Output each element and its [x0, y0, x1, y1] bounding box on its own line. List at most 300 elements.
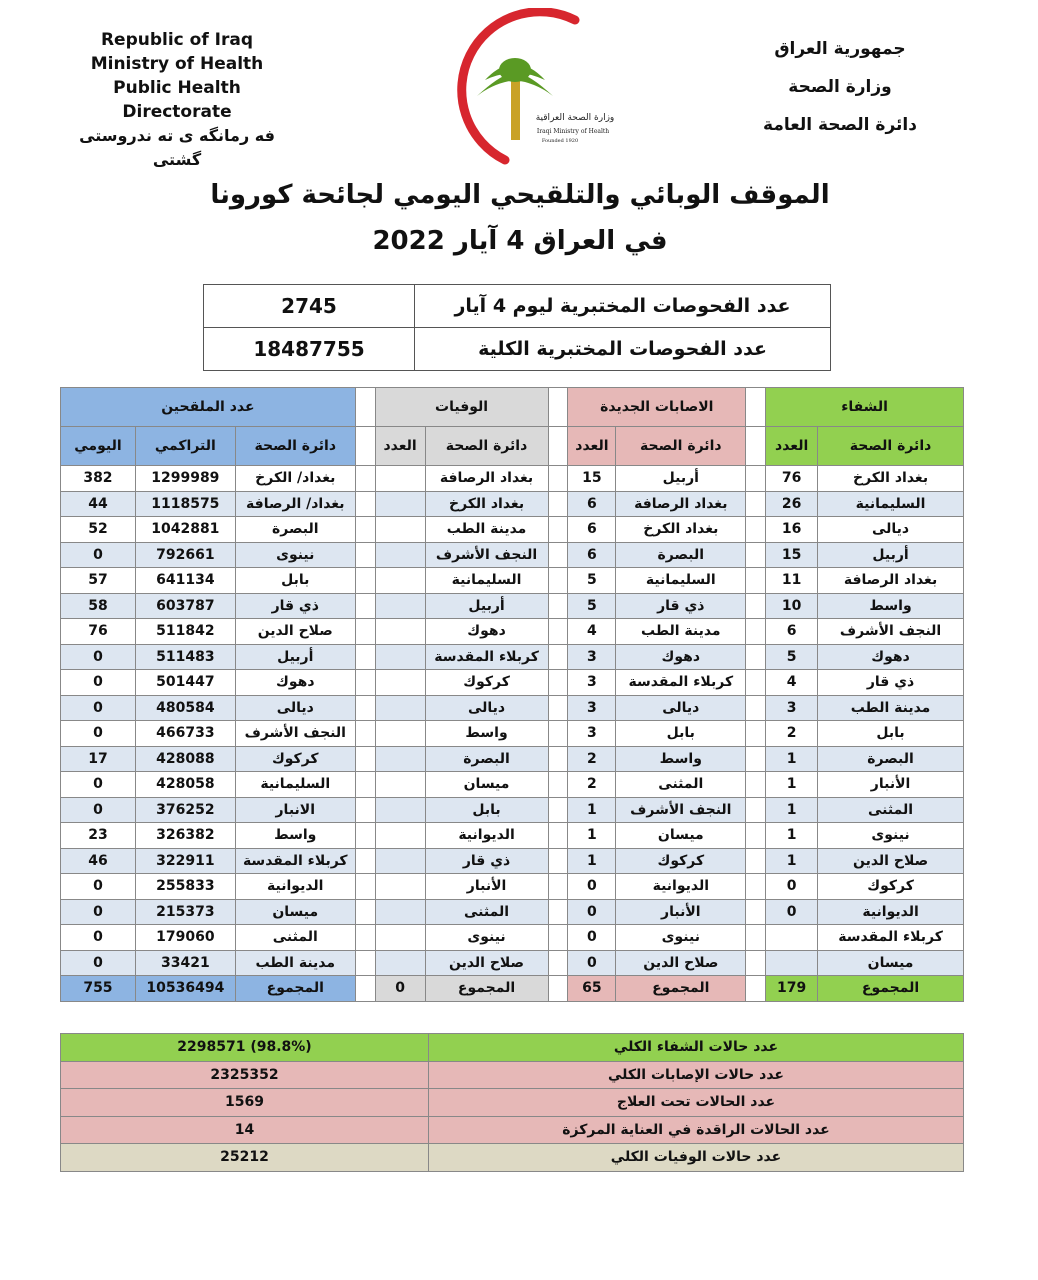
table-row	[61, 670, 964, 696]
deaths-directorate: بابل	[425, 797, 548, 823]
deaths-count	[375, 874, 425, 900]
vaccinated-daily: 52	[61, 517, 136, 543]
vaccinated-directorate: الديوانية	[235, 874, 355, 900]
spacer	[548, 950, 568, 976]
spacer	[355, 976, 375, 1002]
total-vaccinated-cumulative: 10536494	[135, 976, 235, 1002]
spacer	[355, 695, 375, 721]
recovery-directorate: دهوك	[818, 644, 964, 670]
tests-daily-value: 2745	[204, 285, 415, 328]
spacer	[548, 517, 568, 543]
spacer	[355, 772, 375, 798]
new-cases-directorate: أربيل	[616, 466, 746, 492]
spacer	[746, 593, 766, 619]
table-row	[61, 491, 964, 517]
header-ar-line-1: جمهورية العراق	[774, 39, 906, 59]
new-cases-count: 1	[568, 797, 616, 823]
header-ar-line-3: دائرة الصحة العامة	[763, 115, 917, 135]
vaccinated-directorate: بغداد/ الرصافة	[235, 491, 355, 517]
table-row	[61, 797, 964, 823]
new-cases-count: 6	[568, 517, 616, 543]
table-row	[61, 899, 964, 925]
spacer	[548, 644, 568, 670]
section-recovery: الشفاء	[766, 388, 964, 427]
recovery-directorate: كربلاء المقدسة	[818, 925, 964, 951]
vaccinated-directorate: النجف الأشرف	[235, 721, 355, 747]
deaths-count	[375, 644, 425, 670]
table-row	[61, 950, 964, 976]
table-row	[61, 593, 964, 619]
column-header-row	[61, 427, 964, 466]
spacer	[746, 746, 766, 772]
recovery-count: 4	[766, 670, 818, 696]
spacer	[746, 823, 766, 849]
col-deaths-count: العدد	[375, 427, 425, 466]
header-line-2: Ministry of Health	[90, 54, 264, 74]
spacer	[355, 746, 375, 772]
spacer	[548, 619, 568, 645]
spacer	[355, 427, 375, 466]
new-cases-directorate: بغداد الكرخ	[616, 517, 746, 543]
deaths-count	[375, 721, 425, 747]
vaccinated-cumulative: 466733	[135, 721, 235, 747]
spacer	[548, 772, 568, 798]
spacer	[548, 746, 568, 772]
recovery-directorate: الأنبار	[818, 772, 964, 798]
deaths-directorate: البصرة	[425, 746, 548, 772]
deaths-directorate: النجف الأشرف	[425, 542, 548, 568]
vaccinated-daily: 0	[61, 670, 136, 696]
section-new-cases: الاصابات الجديدة	[568, 388, 746, 427]
spacer	[355, 874, 375, 900]
spacer	[548, 797, 568, 823]
spacer	[355, 517, 375, 543]
vaccinated-cumulative: 511842	[135, 619, 235, 645]
spacer	[548, 568, 568, 594]
spacer	[355, 721, 375, 747]
spacer	[548, 542, 568, 568]
table-row	[61, 644, 964, 670]
vaccinated-cumulative: 215373	[135, 899, 235, 925]
total-vaccinated-daily: 755	[61, 976, 136, 1002]
table-row	[61, 823, 964, 849]
vaccinated-directorate: كركوك	[235, 746, 355, 772]
recovery-count: 26	[766, 491, 818, 517]
table-row	[61, 517, 964, 543]
new-cases-directorate: ديالى	[616, 695, 746, 721]
spacer	[746, 670, 766, 696]
header-line-3: Public Health Directorate	[113, 78, 241, 122]
recovery-directorate: بابل	[818, 721, 964, 747]
spacer	[355, 950, 375, 976]
spacer	[548, 823, 568, 849]
new-cases-directorate: ميسان	[616, 823, 746, 849]
vaccinated-daily: 0	[61, 695, 136, 721]
recovery-count	[766, 950, 818, 976]
total-label: المجموع	[616, 976, 746, 1002]
summary-value: 25212	[61, 1144, 429, 1172]
col-deaths-directorate: دائرة الصحة	[425, 427, 548, 466]
vaccinated-directorate: بابل	[235, 568, 355, 594]
total-label: المجموع	[818, 976, 964, 1002]
recovery-directorate: السليمانية	[818, 491, 964, 517]
spacer	[548, 925, 568, 951]
recovery-count: 5	[766, 644, 818, 670]
deaths-count	[375, 899, 425, 925]
vaccinated-daily: 44	[61, 491, 136, 517]
spacer	[548, 491, 568, 517]
recovery-directorate: المثنى	[818, 797, 964, 823]
spacer	[746, 950, 766, 976]
vaccinated-cumulative: 322911	[135, 848, 235, 874]
summary-label: عدد حالات الإصابات الكلي	[429, 1061, 964, 1089]
spacer	[355, 823, 375, 849]
deaths-count	[375, 568, 425, 594]
deaths-directorate: المثنى	[425, 899, 548, 925]
summary-value: 2325352	[61, 1061, 429, 1089]
new-cases-directorate: كربلاء المقدسة	[616, 670, 746, 696]
spacer	[548, 721, 568, 747]
summary-row	[61, 1144, 964, 1172]
header-arabic	[740, 30, 940, 144]
new-cases-directorate: الأنبار	[616, 899, 746, 925]
table-row	[61, 772, 964, 798]
vaccinated-cumulative: 376252	[135, 797, 235, 823]
vaccinated-cumulative: 255833	[135, 874, 235, 900]
spacer	[548, 976, 568, 1002]
vaccinated-directorate: مدينة الطب	[235, 950, 355, 976]
spacer	[746, 695, 766, 721]
header-line-1: Republic of Iraq	[100, 30, 254, 50]
new-cases-count: 1	[568, 848, 616, 874]
tests-daily-label: عدد الفحوصات المختبرية ليوم 4 آيار	[415, 285, 831, 328]
deaths-directorate: دهوك	[425, 619, 548, 645]
deaths-count	[375, 925, 425, 951]
vaccinated-directorate: صلاح الدين	[235, 619, 355, 645]
vaccinated-cumulative: 1299989	[135, 466, 235, 492]
spacer	[746, 427, 766, 466]
deaths-count	[375, 670, 425, 696]
totals-row	[61, 976, 964, 1002]
spacer	[355, 644, 375, 670]
spacer	[746, 848, 766, 874]
table-row	[61, 466, 964, 492]
new-cases-directorate: واسط	[616, 746, 746, 772]
spacer	[746, 899, 766, 925]
deaths-count	[375, 542, 425, 568]
spacer	[548, 593, 568, 619]
spacer	[355, 797, 375, 823]
recovery-directorate: البصرة	[818, 746, 964, 772]
spacer	[746, 388, 766, 427]
vaccinated-daily: 23	[61, 823, 136, 849]
recovery-directorate: مدينة الطب	[818, 695, 964, 721]
deaths-directorate: السليمانية	[425, 568, 548, 594]
deaths-directorate: الأنبار	[425, 874, 548, 900]
daily-situation-table	[60, 387, 964, 1002]
recovery-count: 15	[766, 542, 818, 568]
deaths-directorate: الديوانية	[425, 823, 548, 849]
recovery-directorate: ميسان	[818, 950, 964, 976]
vaccinated-daily: 0	[61, 797, 136, 823]
new-cases-count: 0	[568, 950, 616, 976]
col-rec-count: العدد	[766, 427, 818, 466]
deaths-directorate: واسط	[425, 721, 548, 747]
deaths-directorate: نينوى	[425, 925, 548, 951]
new-cases-directorate: السليمانية	[616, 568, 746, 594]
table-row	[61, 542, 964, 568]
deaths-count	[375, 797, 425, 823]
section-vaccinated: عدد الملقحين	[61, 388, 356, 427]
deaths-count	[375, 950, 425, 976]
vaccinated-directorate: السليمانية	[235, 772, 355, 798]
vaccinated-daily: 0	[61, 772, 136, 798]
title-line-1: الموقف الوبائي والتلقيحي اليومي لجائحة كورونا	[210, 180, 830, 210]
new-cases-count: 2	[568, 746, 616, 772]
deaths-count	[375, 772, 425, 798]
spacer	[548, 427, 568, 466]
tests-total-label: عدد الفحوصات المختبرية الكلية	[415, 328, 831, 371]
vaccinated-directorate: الانبار	[235, 797, 355, 823]
vaccinated-directorate: واسط	[235, 823, 355, 849]
spacer	[746, 542, 766, 568]
tests-total-value: 18487755	[204, 328, 415, 371]
deaths-count	[375, 491, 425, 517]
new-cases-count: 6	[568, 542, 616, 568]
col-rec-directorate: دائرة الصحة	[818, 427, 964, 466]
summary-label: عدد الحالات تحت العلاج	[429, 1089, 964, 1117]
new-cases-directorate: المثنى	[616, 772, 746, 798]
new-cases-directorate: بابل	[616, 721, 746, 747]
new-cases-count: 3	[568, 695, 616, 721]
vaccinated-cumulative: 511483	[135, 644, 235, 670]
deaths-count	[375, 517, 425, 543]
vaccinated-directorate: نينوى	[235, 542, 355, 568]
total-deaths: 0	[375, 976, 425, 1002]
col-new-directorate: دائرة الصحة	[616, 427, 746, 466]
spacer	[548, 670, 568, 696]
recovery-directorate: بغداد الكرخ	[818, 466, 964, 492]
vaccinated-directorate: بغداد/ الكرخ	[235, 466, 355, 492]
new-cases-directorate: صلاح الدين	[616, 950, 746, 976]
vaccinated-cumulative: 428088	[135, 746, 235, 772]
recovery-count: 76	[766, 466, 818, 492]
table-row	[61, 619, 964, 645]
recovery-directorate: أربيل	[818, 542, 964, 568]
recovery-count: 2	[766, 721, 818, 747]
recovery-count: 0	[766, 874, 818, 900]
deaths-count	[375, 593, 425, 619]
header-english	[62, 28, 292, 172]
tests-daily-row	[204, 285, 831, 328]
table-row	[61, 874, 964, 900]
vaccinated-daily: 0	[61, 925, 136, 951]
new-cases-count: 3	[568, 721, 616, 747]
deaths-count	[375, 823, 425, 849]
new-cases-count: 0	[568, 874, 616, 900]
summary-row	[61, 1089, 964, 1117]
vaccinated-cumulative: 792661	[135, 542, 235, 568]
spacer	[746, 797, 766, 823]
summary-row	[61, 1034, 964, 1062]
new-cases-directorate: بغداد الرصافة	[616, 491, 746, 517]
new-cases-directorate: الديوانية	[616, 874, 746, 900]
vaccinated-cumulative: 179060	[135, 925, 235, 951]
new-cases-count: 0	[568, 899, 616, 925]
recovery-count	[766, 925, 818, 951]
deaths-directorate: ديالى	[425, 695, 548, 721]
vaccinated-daily: 382	[61, 466, 136, 492]
vaccinated-cumulative: 33421	[135, 950, 235, 976]
ministry-logo	[425, 8, 625, 168]
recovery-count: 16	[766, 517, 818, 543]
recovery-count: 10	[766, 593, 818, 619]
vaccinated-directorate: البصرة	[235, 517, 355, 543]
new-cases-directorate: البصرة	[616, 542, 746, 568]
new-cases-directorate: كركوك	[616, 848, 746, 874]
spacer	[548, 695, 568, 721]
recovery-directorate: ذي قار	[818, 670, 964, 696]
recovery-count: 1	[766, 823, 818, 849]
section-deaths: الوفيات	[375, 388, 548, 427]
deaths-directorate: بغداد الكرخ	[425, 491, 548, 517]
vaccinated-cumulative: 1118575	[135, 491, 235, 517]
spacer	[746, 874, 766, 900]
new-cases-directorate: نينوى	[616, 925, 746, 951]
vaccinated-cumulative: 326382	[135, 823, 235, 849]
spacer	[746, 491, 766, 517]
total-new-cases: 65	[568, 976, 616, 1002]
recovery-count: 1	[766, 797, 818, 823]
section-header-row	[61, 388, 964, 427]
vaccinated-daily: 0	[61, 721, 136, 747]
new-cases-count: 2	[568, 772, 616, 798]
vaccinated-directorate: كربلاء المقدسة	[235, 848, 355, 874]
spacer	[746, 466, 766, 492]
deaths-count	[375, 695, 425, 721]
deaths-directorate: كركوك	[425, 670, 548, 696]
total-label: المجموع	[425, 976, 548, 1002]
new-cases-count: 6	[568, 491, 616, 517]
table-row	[61, 746, 964, 772]
deaths-directorate: مدينة الطب	[425, 517, 548, 543]
page-title	[150, 172, 890, 264]
new-cases-count: 5	[568, 593, 616, 619]
summary-row	[61, 1061, 964, 1089]
vaccinated-cumulative: 480584	[135, 695, 235, 721]
recovery-count: 3	[766, 695, 818, 721]
deaths-directorate: ذي قار	[425, 848, 548, 874]
spacer	[746, 568, 766, 594]
total-recovery: 179	[766, 976, 818, 1002]
recovery-count: 11	[766, 568, 818, 594]
summary-label: عدد الحالات الراقدة في العناية المركزة	[429, 1116, 964, 1144]
recovery-directorate: النجف الأشرف	[818, 619, 964, 645]
vaccinated-directorate: أربيل	[235, 644, 355, 670]
vaccinated-cumulative: 641134	[135, 568, 235, 594]
new-cases-count: 1	[568, 823, 616, 849]
spacer	[355, 899, 375, 925]
vaccinated-directorate: ميسان	[235, 899, 355, 925]
new-cases-directorate: النجف الأشرف	[616, 797, 746, 823]
vaccinated-directorate: ديالى	[235, 695, 355, 721]
new-cases-count: 4	[568, 619, 616, 645]
header-line-4: فه رمانگه ی ته ندروستی گشتی	[79, 126, 275, 169]
recovery-count: 1	[766, 772, 818, 798]
total-label: المجموع	[235, 976, 355, 1002]
spacer	[355, 466, 375, 492]
deaths-directorate: أربيل	[425, 593, 548, 619]
col-vac-directorate: دائرة الصحة	[235, 427, 355, 466]
spacer	[746, 772, 766, 798]
recovery-directorate: نينوى	[818, 823, 964, 849]
spacer	[548, 848, 568, 874]
recovery-directorate: ديالى	[818, 517, 964, 543]
summary-label: عدد حالات الوفيات الكلي	[429, 1144, 964, 1172]
recovery-count: 6	[766, 619, 818, 645]
tests-total-row	[204, 328, 831, 371]
recovery-directorate: الديوانية	[818, 899, 964, 925]
spacer	[746, 619, 766, 645]
deaths-count	[375, 746, 425, 772]
spacer	[746, 721, 766, 747]
table-row	[61, 848, 964, 874]
summary-table	[60, 1033, 964, 1172]
vaccinated-cumulative: 603787	[135, 593, 235, 619]
new-cases-count: 3	[568, 644, 616, 670]
spacer	[746, 976, 766, 1002]
spacer	[746, 517, 766, 543]
deaths-count	[375, 466, 425, 492]
vaccinated-daily: 0	[61, 950, 136, 976]
vaccinated-daily: 46	[61, 848, 136, 874]
spacer	[355, 619, 375, 645]
vaccinated-cumulative: 501447	[135, 670, 235, 696]
vaccinated-daily: 0	[61, 644, 136, 670]
vaccinated-daily: 0	[61, 874, 136, 900]
recovery-count: 0	[766, 899, 818, 925]
summary-value: 1569	[61, 1089, 429, 1117]
deaths-directorate: كربلاء المقدسة	[425, 644, 548, 670]
deaths-directorate: ميسان	[425, 772, 548, 798]
header-ar-line-2: وزارة الصحة	[788, 77, 892, 97]
deaths-count	[375, 848, 425, 874]
logo-text-founded: Founded 1920	[541, 138, 579, 144]
spacer	[355, 491, 375, 517]
logo-text-ar: وزارة الصحة العراقية	[535, 113, 615, 123]
logo-text-en: Iraqi Ministry of Health	[536, 128, 610, 135]
recovery-count: 1	[766, 848, 818, 874]
spacer	[548, 388, 568, 427]
lab-tests-table	[203, 284, 831, 371]
spacer	[355, 388, 375, 427]
vaccinated-directorate: المثنى	[235, 925, 355, 951]
deaths-count	[375, 619, 425, 645]
spacer	[355, 670, 375, 696]
new-cases-directorate: دهوك	[616, 644, 746, 670]
recovery-directorate: صلاح الدين	[818, 848, 964, 874]
table-row	[61, 568, 964, 594]
recovery-count: 1	[766, 746, 818, 772]
vaccinated-daily: 17	[61, 746, 136, 772]
table-row	[61, 721, 964, 747]
recovery-directorate: بغداد الرصافة	[818, 568, 964, 594]
vaccinated-directorate: دهوك	[235, 670, 355, 696]
spacer	[746, 644, 766, 670]
vaccinated-directorate: ذي قار	[235, 593, 355, 619]
spacer	[548, 899, 568, 925]
vaccinated-daily: 0	[61, 899, 136, 925]
